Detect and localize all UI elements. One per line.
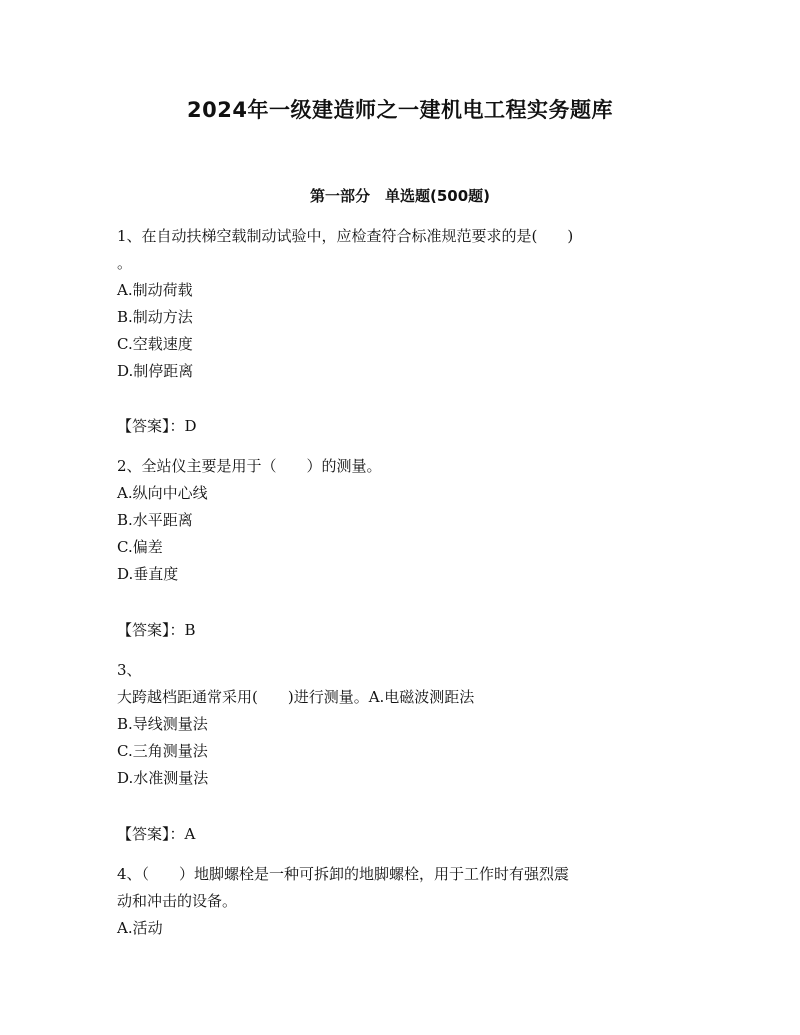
section-title: 第一部分 单选题(500题)	[309, 187, 491, 205]
option-a: A.纵向中心线	[117, 484, 208, 502]
question-stem: 1、在自动扶梯空载制动试验中，应检查符合标准规范要求的是( )	[117, 227, 574, 245]
option-c: C.空载速度	[117, 335, 193, 353]
question-stem: 动和冲击的设备。	[117, 892, 238, 910]
answer-label: 【答案】：B	[117, 621, 196, 639]
option-d: D.水准测量法	[117, 769, 209, 787]
option-b: B.制动方法	[117, 308, 193, 326]
option-c: C.三角测量法	[117, 742, 208, 760]
option-a: A.制动荷载	[117, 281, 193, 299]
option-a: A.活动	[117, 919, 163, 937]
question-stem: 大跨越档距通常采用( )进行测量。A.电磁波测距法	[117, 688, 475, 706]
option-c: C.偏差	[117, 538, 163, 556]
question-stem: 2、全站仪主要是用于（ ）的测量。	[117, 457, 382, 475]
answer-label: 【答案】：D	[117, 417, 197, 435]
question-stem: 。	[117, 254, 133, 272]
option-d: D.垂直度	[117, 565, 179, 583]
question-stem: 4、（ ）地脚螺栓是一种可拆卸的地脚螺栓，用于工作时有强烈震	[117, 865, 570, 883]
question-stem: 3、	[117, 661, 142, 679]
answer-label: 【答案】：A	[117, 825, 196, 843]
document-title: 2024年一级建造师之一建机电工程实务题库	[187, 98, 613, 122]
option-d: D.制停距离	[117, 362, 194, 380]
option-b: B.水平距离	[117, 511, 193, 529]
option-b: B.导线测量法	[117, 715, 208, 733]
